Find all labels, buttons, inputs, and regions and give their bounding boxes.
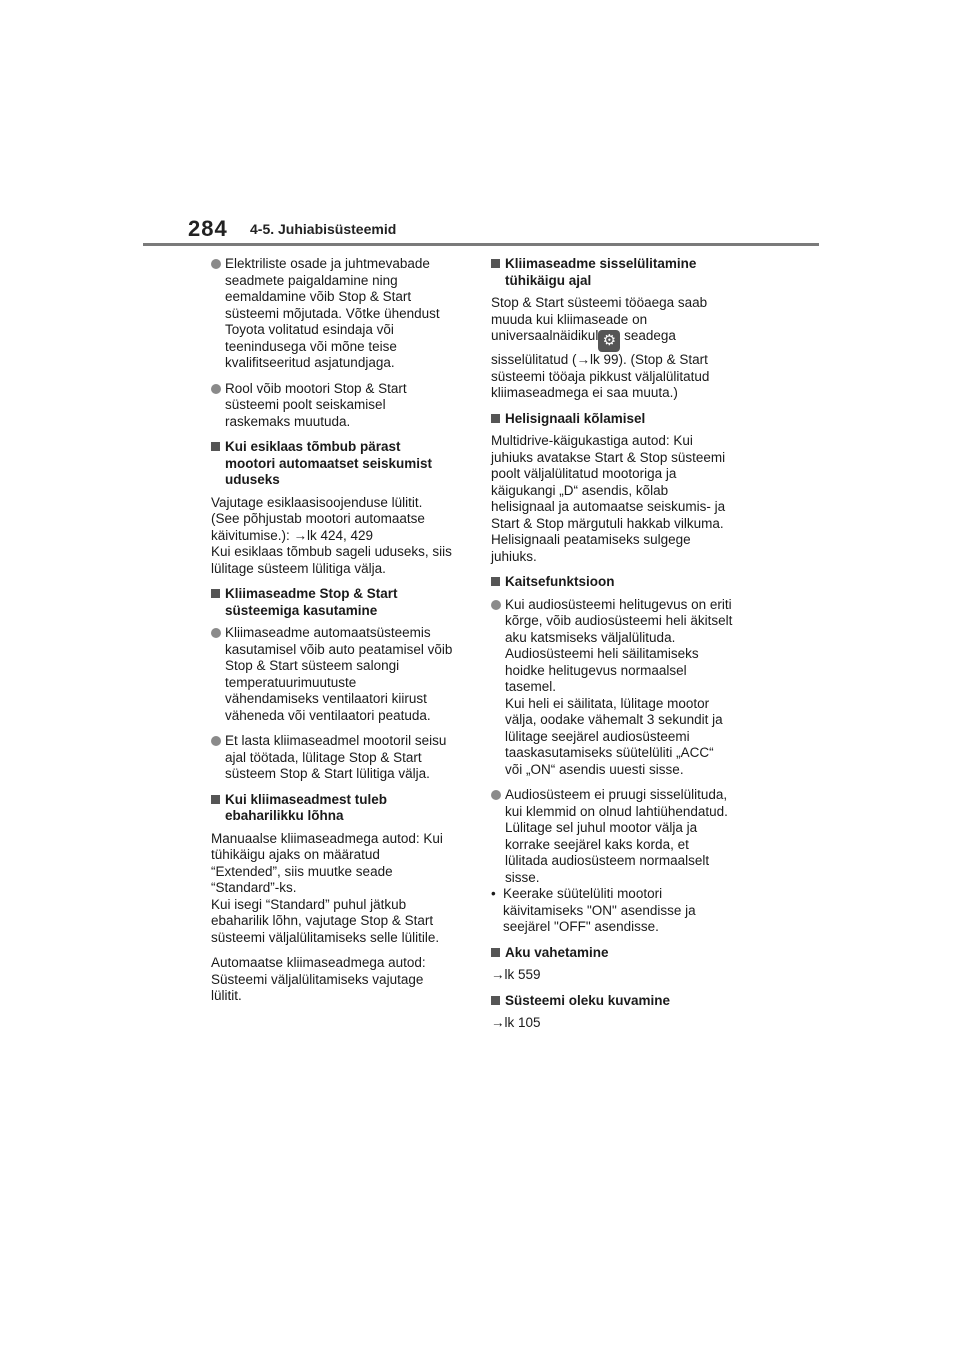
text-line: temperatuurimuutuste bbox=[225, 674, 357, 690]
text-line: ajal töötada, lülitage Stop & Start bbox=[225, 749, 422, 765]
dash-list bbox=[491, 886, 749, 936]
bullet-dot-icon bbox=[491, 790, 501, 800]
bullet-item bbox=[491, 597, 749, 779]
text-line: Kui esiklaas tõmbub sageli uduseks, siis bbox=[211, 544, 452, 559]
text-line: muuda kui kliimaseade on bbox=[491, 311, 648, 327]
text-line: juhiuks. bbox=[491, 548, 537, 564]
text-line: Audiosüsteemi heli säilitamiseks bbox=[505, 646, 699, 661]
text-line: sisselülitatud (→lk 99). (Stop & Start bbox=[491, 352, 708, 367]
square-bullet-icon bbox=[491, 577, 500, 586]
text-line: lülitage seejärel audiosüsteemi bbox=[505, 728, 690, 744]
text-line: vähendamiseks ventilaatori kiirust bbox=[225, 691, 427, 706]
text-line: aku katsmiseks väljalülituda. bbox=[505, 629, 676, 645]
dash-bullet-icon: • bbox=[491, 886, 496, 901]
text-line: Automaatse kliimaseadmega autod: bbox=[211, 955, 426, 970]
square-bullet-icon bbox=[211, 589, 220, 598]
text-line: käivitumise.): →lk 424, 429 bbox=[211, 527, 374, 543]
text-line: (See põhjustab mootori automaatse bbox=[211, 511, 425, 526]
text-line: Et lasta kliimaseadmel mootoril seisu bbox=[225, 733, 447, 748]
square-bullet-icon bbox=[491, 259, 500, 268]
subheading bbox=[491, 993, 749, 1010]
paragraph bbox=[491, 433, 749, 565]
text-line: Start & Stop märgutuli hakkab vilkuma. bbox=[491, 515, 724, 531]
square-bullet-icon bbox=[211, 442, 220, 451]
text-line: süsteemi väljalülitamiseks selle lülitile. bbox=[211, 929, 440, 945]
text-line: lülitada audiosüsteem normaalselt bbox=[505, 853, 710, 868]
subheading-text: Kaitsefunktsioon bbox=[505, 574, 615, 589]
square-bullet-icon bbox=[491, 414, 500, 423]
right-column bbox=[491, 256, 749, 1041]
square-bullet-icon bbox=[211, 795, 220, 804]
subheading bbox=[491, 411, 749, 428]
page-number: 284 bbox=[188, 216, 228, 241]
subheading bbox=[491, 574, 749, 591]
text-line: tühikäigu ajal bbox=[505, 272, 592, 288]
text-line: kui klemmid on olnud lahtiühendatud. bbox=[505, 803, 728, 819]
text-line: Manuaalse kliimaseadmega autod: Kui bbox=[211, 830, 443, 846]
text-line: süsteemi tööaja pikkust väljalülitatud bbox=[491, 368, 710, 384]
text-line: lülitit. bbox=[211, 988, 242, 1003]
text-line: Kui audiosüsteemi helitugevus on eriti bbox=[505, 596, 732, 612]
text-line: süsteemiga kasutamine bbox=[225, 602, 378, 618]
subheading bbox=[211, 586, 469, 619]
text-line: eemaldamine võib Stop & Start bbox=[225, 289, 412, 304]
text-line: sisse. bbox=[505, 869, 540, 885]
text-line: Toyota volitatud esindaja või bbox=[225, 322, 394, 337]
text-line: Helisignaali peatamiseks sulgege bbox=[491, 532, 691, 547]
text-line: helisignaal ja automaatse seiskumis- ja bbox=[491, 499, 726, 514]
text-line: Audiosüsteem ei pruugi sisselülituda, bbox=[505, 787, 728, 802]
line-text: universaalnäidikul bbox=[491, 328, 599, 343]
text-line: Kliimaseadme sisselülitamine bbox=[505, 256, 697, 271]
dash-line bbox=[491, 919, 749, 936]
text-line: käigukangi „D“ asendis, kõlab bbox=[491, 482, 669, 498]
bullet-dot-icon bbox=[491, 600, 501, 610]
paragraph bbox=[211, 955, 469, 1005]
text-line: tasemel. bbox=[505, 679, 557, 694]
dash-line bbox=[491, 903, 749, 920]
text-line: Kui esiklaas tõmbub pärast bbox=[225, 439, 401, 454]
bullet-dot-icon bbox=[211, 628, 221, 638]
text-line: lülitage süsteem lülitiga välja. bbox=[211, 560, 386, 576]
text-line: juhiuks avatakse Start & Stop süsteemi bbox=[491, 449, 726, 465]
text-line: Kliimaseadme automaatsüsteemis bbox=[225, 625, 431, 640]
subheading bbox=[491, 945, 749, 962]
paragraph bbox=[491, 295, 749, 402]
text-line: poolt väljalülitatud mootoriga ja bbox=[491, 466, 677, 481]
text-line: ebaharilik lõhn, vajutage Stop & Start bbox=[211, 913, 434, 928]
subheading-text: Helisignaali kõlamisel bbox=[505, 410, 646, 426]
text-line: või „ON“ asendis uuesti sisse. bbox=[505, 761, 684, 777]
subheading-text: Süsteemi oleku kuvamine bbox=[505, 992, 671, 1008]
text-line: süsteemi poolt seiskamisel bbox=[225, 397, 386, 412]
text-line: Süsteemi väljalülitamiseks vajutage bbox=[211, 971, 424, 987]
square-bullet-icon bbox=[491, 996, 500, 1005]
square-bullet-icon bbox=[491, 948, 500, 957]
subheading-text: Aku vahetamine bbox=[505, 944, 609, 960]
text-line: Vajutage esiklaasisoojenduse lülitit. bbox=[211, 494, 423, 510]
text-line: mootori automaatset seiskumist bbox=[225, 455, 433, 471]
text-line: korrake seejärel kaks korda, et bbox=[505, 836, 689, 852]
text-line: välja, oodake vähemalt 3 sekundit ja bbox=[505, 712, 723, 727]
text-line: Kliimaseadme Stop & Start bbox=[225, 586, 398, 601]
text-line: Stop & Start süsteem salongi bbox=[225, 658, 400, 673]
text-line: uduseks bbox=[225, 472, 280, 487]
text-line: hoidke helitugevus normaalsel bbox=[505, 662, 687, 678]
text-line: süsteemi mõjutada. Võtke ühendust bbox=[225, 305, 440, 321]
bullet-item bbox=[211, 625, 469, 724]
dash-line bbox=[491, 886, 749, 903]
dash-text: Keerake süütelüliti mootori bbox=[503, 886, 663, 901]
text-line: Elektriliste osade ja juhtmevabade bbox=[225, 256, 430, 271]
header-rule bbox=[143, 243, 819, 246]
dash-text: seejärel "OFF" asendisse. bbox=[503, 919, 659, 934]
subheading bbox=[211, 439, 469, 489]
text-line: süsteem Stop & Start lülitiga välja. bbox=[225, 766, 430, 781]
text-line: teenindusega või mõne teise bbox=[225, 338, 397, 354]
text-line: kasutamisel võib auto peatamisel võib bbox=[225, 641, 453, 657]
text-line: kõrge, võib audiosüsteemi heli äkitselt bbox=[505, 613, 733, 628]
subheading bbox=[491, 256, 749, 289]
subheading bbox=[211, 792, 469, 825]
text-line: kliimaseadmega ei saa muuta.) bbox=[491, 385, 678, 400]
bullet-dot-icon bbox=[211, 259, 221, 269]
bullet-dot-icon bbox=[211, 736, 221, 746]
bullet-item bbox=[491, 787, 749, 886]
text-line: ebaharilikku lõhna bbox=[225, 808, 344, 823]
text-line: tühikäigu ajaks on määratud bbox=[211, 847, 380, 862]
paragraph bbox=[211, 495, 469, 578]
text-line: Stop & Start süsteemi tööaega saab bbox=[491, 295, 708, 310]
text-line: Lülitage sel juhul mootor välja ja bbox=[505, 820, 698, 835]
text-line: taaskasutamiseks süütelüliti „ACC“ bbox=[505, 745, 714, 760]
text-line: seadmete paigaldamine ning bbox=[225, 272, 398, 288]
paragraph bbox=[211, 831, 469, 947]
bullet-item bbox=[211, 381, 469, 431]
icon-line bbox=[491, 328, 749, 352]
section-title: 4-5. Juhiabisüsteemid bbox=[250, 221, 397, 237]
text-line: “Extended”, siis muutke seade bbox=[211, 863, 393, 879]
dash-text: käivitamiseks "ON" asendisse ja bbox=[503, 902, 696, 918]
text-line: Kui isegi “Standard” puhul jätkub bbox=[211, 896, 407, 912]
text-line: väheneda või ventilaatori peatuda. bbox=[225, 707, 431, 723]
bullet-item bbox=[211, 733, 469, 783]
settings-gear-icon: ⚙ bbox=[598, 330, 620, 352]
line-text: seadega bbox=[620, 328, 676, 343]
bullet-dot-icon bbox=[211, 384, 221, 394]
text-line: kvalifitseeritud asjatundjaga. bbox=[225, 355, 395, 370]
left-column bbox=[211, 256, 469, 1014]
text-line: “Standard”-ks. bbox=[211, 880, 297, 895]
text-line: Rool võib mootori Stop & Start bbox=[225, 380, 407, 396]
page-reference[interactable]: →lk 105 bbox=[491, 1015, 541, 1030]
text-line: raskemaks muutuda. bbox=[225, 413, 351, 429]
page-header bbox=[0, 0, 960, 250]
text-line: Kui heli ei säilitata, lülitage mootor bbox=[505, 695, 710, 711]
text-line: Kui kliimaseadmest tuleb bbox=[225, 791, 388, 807]
page-reference[interactable]: →lk 559 bbox=[491, 967, 541, 982]
text-line: Multidrive-käigukastiga autod: Kui bbox=[491, 433, 693, 448]
bullet-item bbox=[211, 256, 469, 372]
